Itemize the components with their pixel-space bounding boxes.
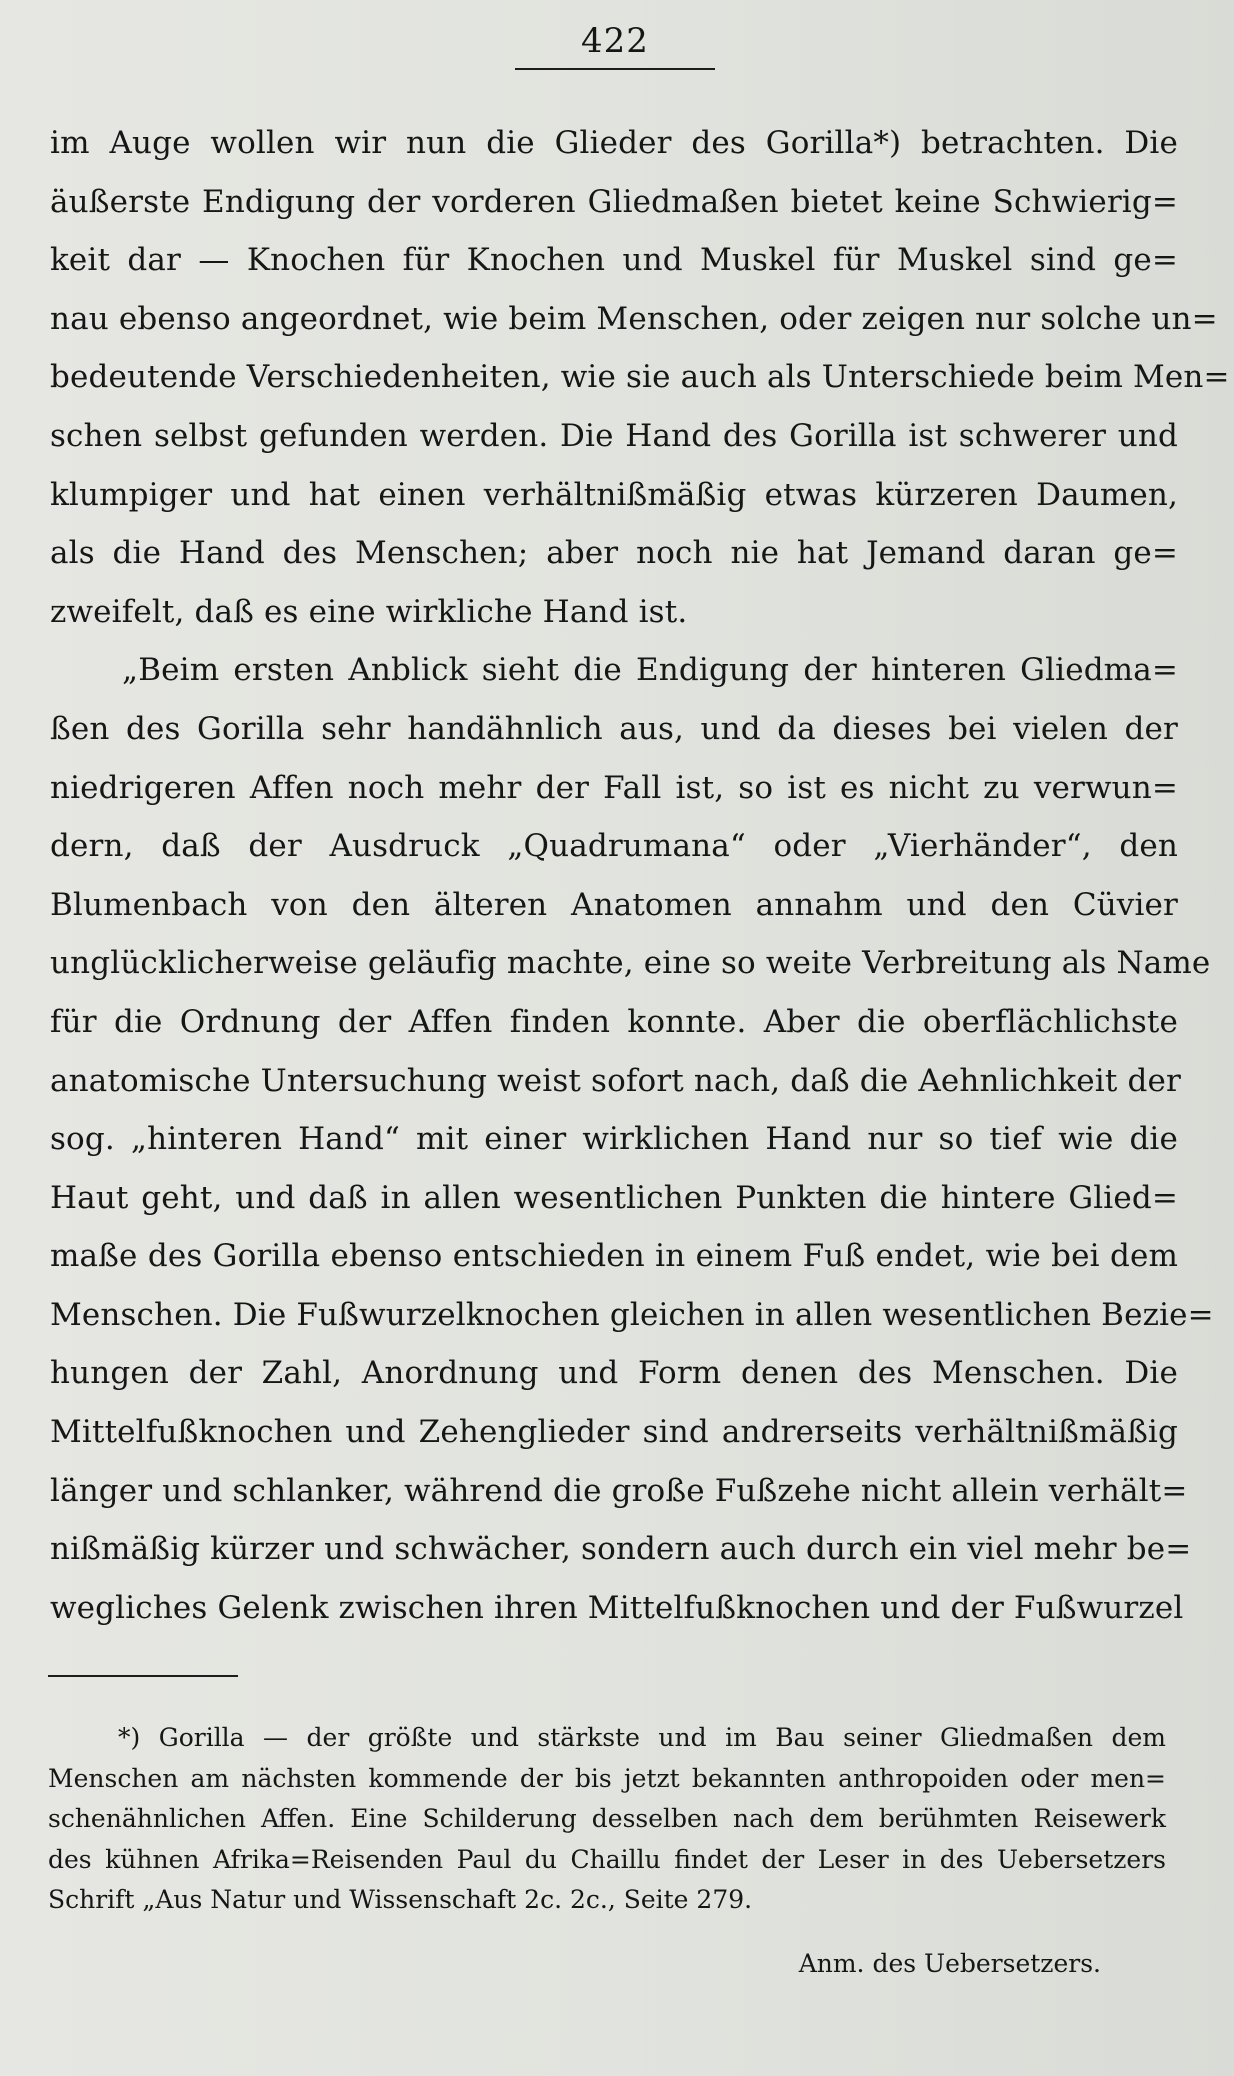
footnote-line: *) Gorilla — der größte und stärkste und im Bau seiner Gliedmaßen dem: [118, 1723, 1166, 1752]
body-line: länger und schlanker, während die große Fußzehe nicht allein verhält=: [50, 1472, 1188, 1509]
body-line: für die Ordnung der Affen finden konnte. Aber die oberflächlichste: [50, 1003, 1178, 1040]
body-line: klumpiger und hat einen verhältnißmäßig etwas kürzeren Daumen,: [50, 476, 1178, 513]
page-number: 422: [581, 21, 649, 61]
body-line: anatomische Untersuchung weist sofort nach, daß die Aehnlichkeit der: [50, 1062, 1181, 1099]
body-line: unglücklicherweise geläufig machte, eine so weite Verbreitung als Name: [50, 945, 1211, 982]
footnote-line: des kühnen Afrika=Reisenden Paul du Chaillu findet der Leser in des Uebersetzers: [48, 1844, 1166, 1874]
body-line: bedeutende Verschiedenheiten, wie sie auch als Unterschiede beim Men=: [50, 359, 1230, 396]
body-line: maße des Gorilla ebenso entschieden in einem Fuß endet, wie bei dem: [50, 1238, 1178, 1275]
body-line: äußerste Endigung der vorderen Gliedmaßen bietet keine Schwierig=: [50, 183, 1178, 220]
body-line: Mittelfußknochen und Zehenglieder sind andrerseits verhältnißmäßig: [50, 1414, 1178, 1451]
body-line: dern, daß der Ausdruck „Quadrumana“ oder „Vierhänder“, den: [50, 828, 1178, 865]
header-rule: [515, 68, 715, 70]
body-line: keit dar — Knochen für Knochen und Muskel für Muskel sind ge=: [50, 242, 1178, 279]
body-line: wegliches Gelenk zwischen ihren Mittelfußknochen und der Fußwurzel: [50, 1589, 1184, 1626]
body-line: als die Hand des Menschen; aber noch nie hat Jemand daran ge=: [50, 535, 1178, 572]
body-line: zweifelt, daß es eine wirkliche Hand ist.: [50, 593, 688, 630]
body-line: Blumenbach von den älteren Anatomen annahm und den Cüvier: [50, 886, 1178, 923]
footnote-line: schenähnlichen Affen. Eine Schilderung desselben nach dem berühmten Reisewerk: [48, 1804, 1166, 1834]
page-header: [515, 18, 715, 70]
footnote: [48, 1718, 1166, 1921]
body-line: ßen des Gorilla sehr handähnlich aus, und da dieses bei vielen der: [50, 710, 1178, 747]
body-text: [50, 114, 1230, 1637]
body-line: niedrigeren Affen noch mehr der Fall ist, so ist es nicht zu verwun=: [50, 769, 1178, 806]
body-line: hungen der Zahl, Anordnung und Form denen des Menschen. Die: [50, 1355, 1178, 1392]
footnote-rule: [48, 1675, 238, 1677]
body-line: Haut geht, und daß in allen wesentlichen Punkten die hintere Glied=: [50, 1179, 1178, 1216]
body-line: nau ebenso angeordnet, wie beim Menschen, oder zeigen nur solche un=: [50, 300, 1218, 337]
footnote-signature: Anm. des Uebersetzers.: [798, 1949, 1101, 1978]
body-line: Menschen. Die Fußwurzelknochen gleichen in allen wesentlichen Bezie=: [50, 1296, 1214, 1333]
body-line: sog. „hinteren Hand“ mit einer wirklichen Hand nur so tief wie die: [50, 1121, 1178, 1158]
body-line: im Auge wollen wir nun die Glieder des Gorilla*) betrachten. Die: [50, 125, 1178, 161]
body-line: „Beim ersten Anblick sieht die Endigung der hinteren Gliedma=: [122, 652, 1178, 689]
footnote-line: Schrift „Aus Natur und Wissenschaft 2c. 2c., Seite 279.: [48, 1885, 753, 1915]
body-line: schen selbst gefunden werden. Die Hand des Gorilla ist schwerer und: [50, 417, 1178, 454]
body-line: nißmäßig kürzer und schwächer, sondern auch durch ein viel mehr be=: [50, 1531, 1192, 1568]
footnote-line: Menschen am nächsten kommende der bis jetzt bekannten anthropoiden oder men=: [48, 1763, 1166, 1793]
